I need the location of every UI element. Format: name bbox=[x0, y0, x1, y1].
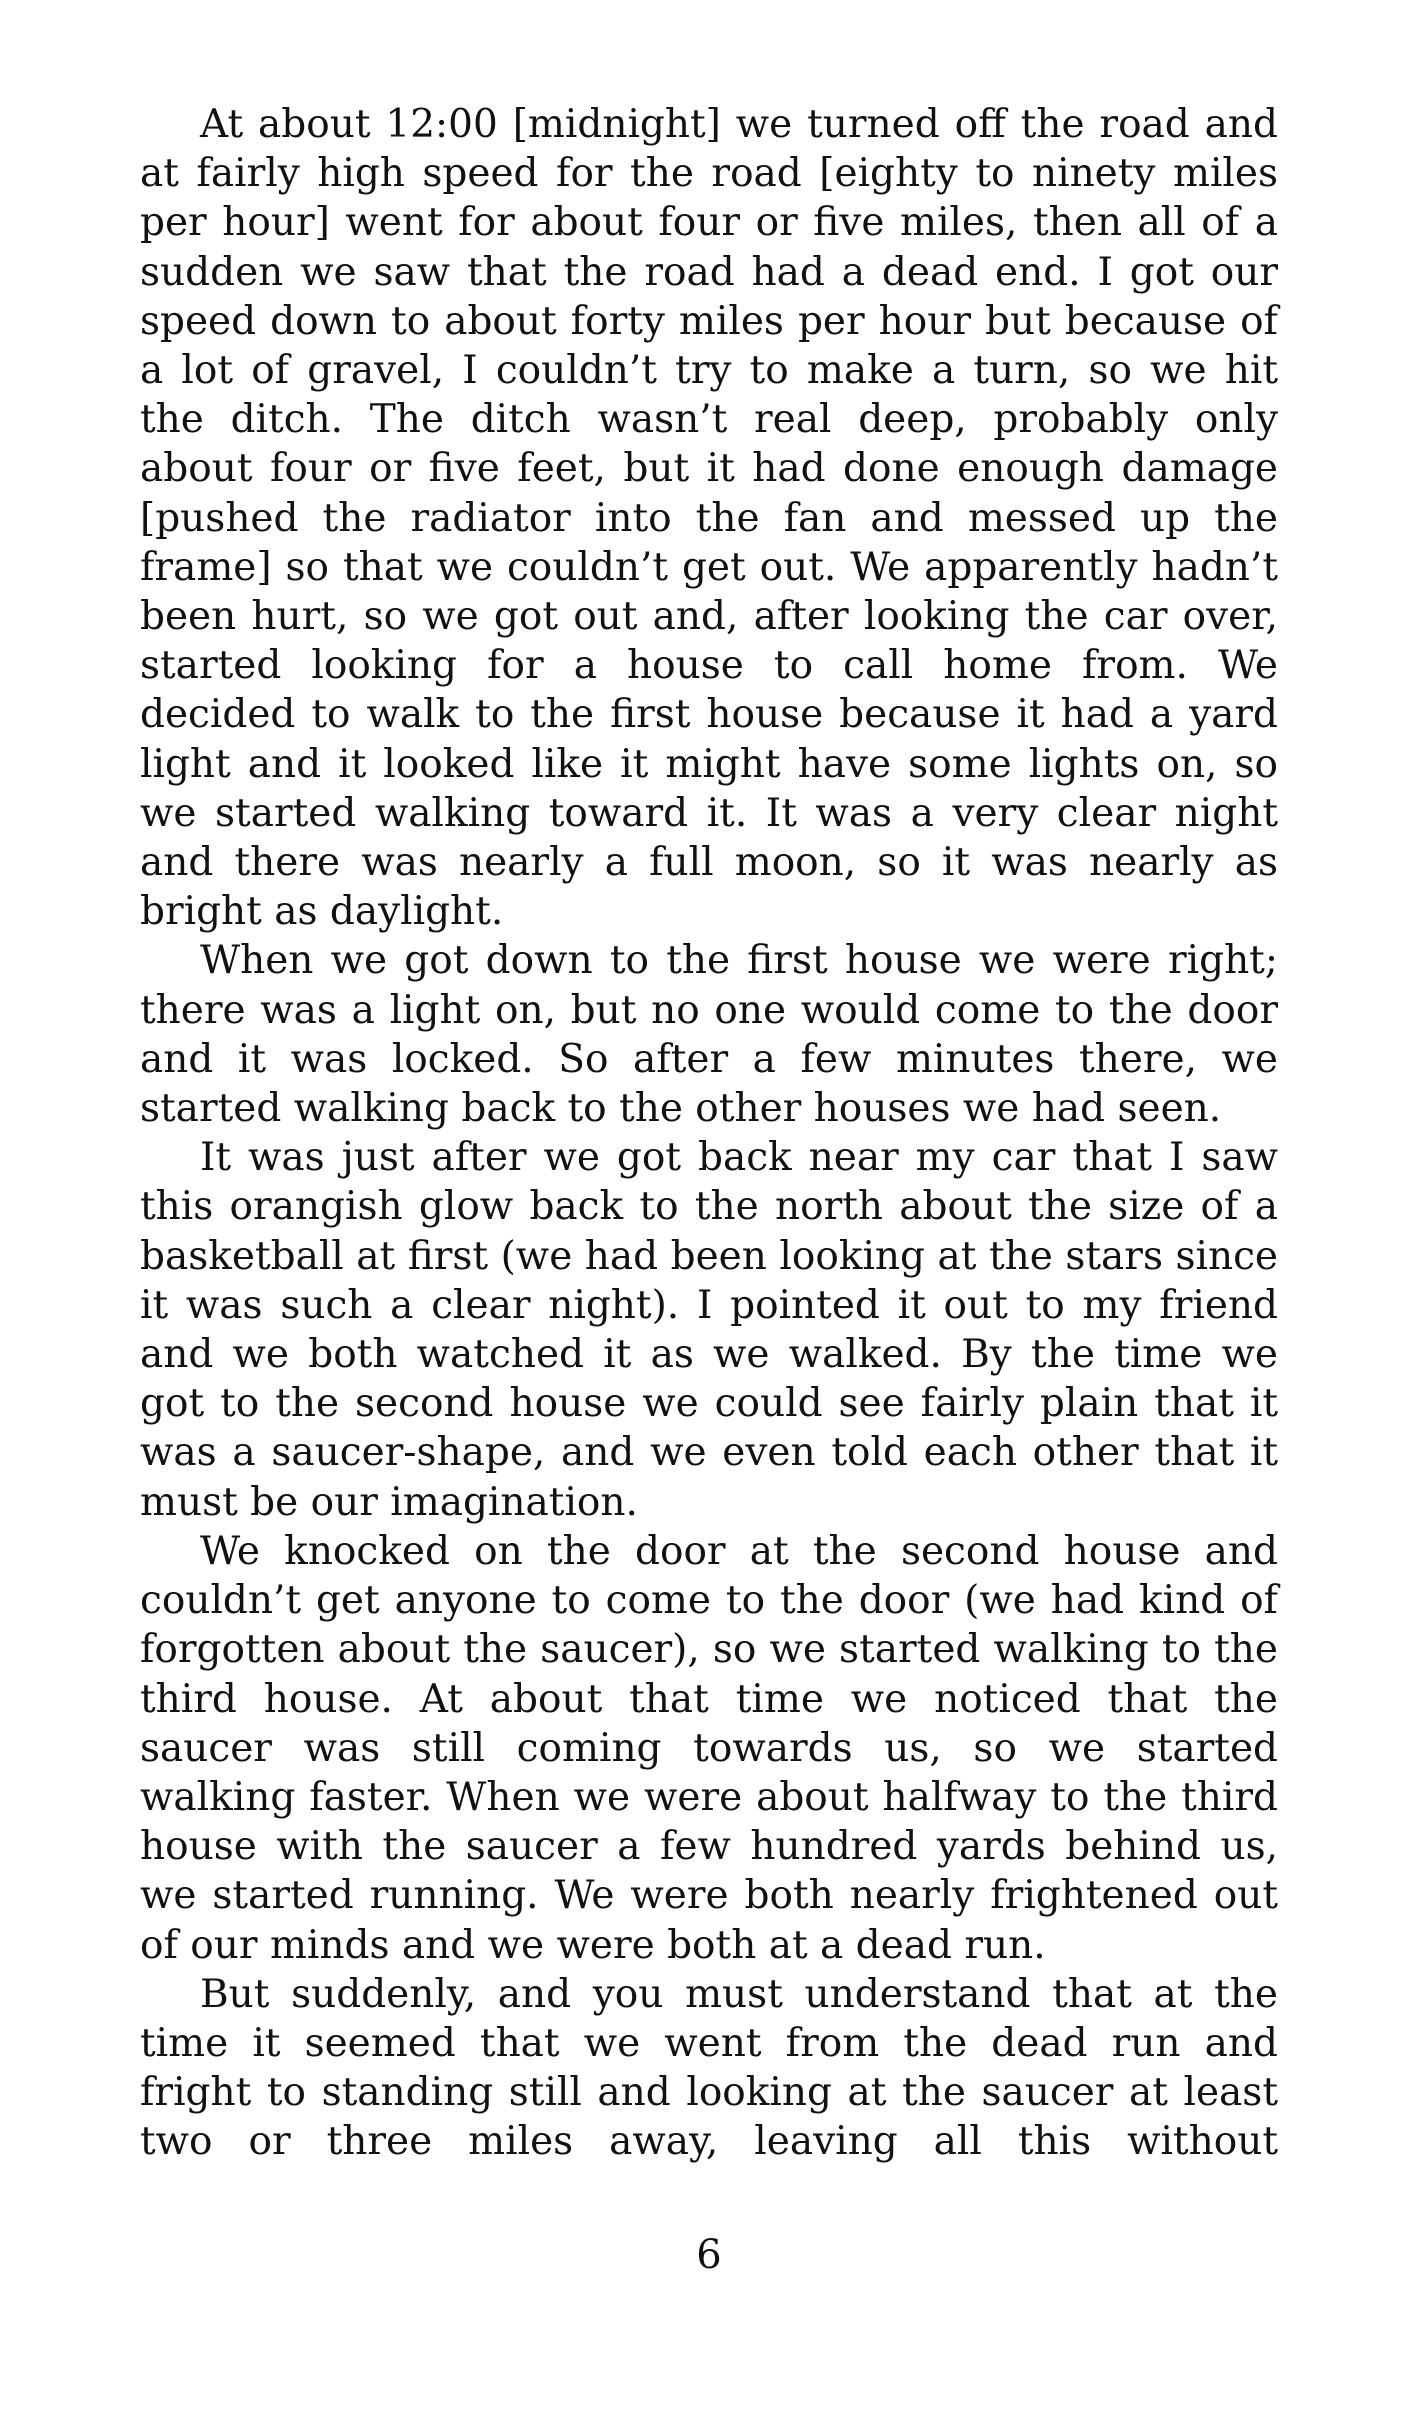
paragraph: When we got down to the first house we were right; there was a light on, but no one would come to the door and it was locked. So after a few minutes there, we started walking back to the other houses we had seen. bbox=[140, 938, 1278, 1132]
paragraph: We knocked on the door at the second house and couldn’t get anyone to come to the door (we had kind of forgotten about the saucer), so we started walking to the third house. At about that time we noticed that the saucer was still coming towards us, so we started walking faster. When we were about halfway to the third house with the saucer a few hundred yards behind us, we started running. We were both nearly frightened out of our minds and we were both at a dead run. bbox=[140, 1528, 1278, 1968]
paragraph: It was just after we got back near my car that I saw this orangish glow back to the north about the size of a basketball at first (we had been looking at the stars since it was such a clear night). I pointed it out to my friend and we both watched it as we walked. By the time we got to the second house we could see fairly plain that it was a saucer-shape, and we even told each other that it must be our imagination. bbox=[140, 1135, 1278, 1525]
body-text bbox=[140, 100, 1278, 2167]
page-number: 6 bbox=[696, 2232, 722, 2278]
paragraph: But suddenly, and you must understand that at the time it seemed that we went from the dead run and fright to standing still and looking at the saucer at least two or three miles away, leaving all this without bbox=[140, 1971, 1278, 2165]
paragraph: At about 12:00 [midnight] we turned off the road and at fairly high speed for the road [eighty to ninety miles per hour] went for about four or five miles, then all of a sudden we saw that the road had a dead end. I got our speed down to about forty miles per hour but because of a lot of gravel, I couldn’t try to make a turn, so we hit the ditch. The ditch wasn’t real deep, probably only about four or five feet, but it had done enough damage [pushed the radiator into the fan and messed up the frame] so that we couldn’t get out. We apparently hadn’t been hurt, so we got out and, after looking the car over, started looking for a house to call home from. We decided to walk to the first house because it had a yard light and it looked like it might have some lights on, so we started walking toward it. It was a very clear night and there was nearly a full moon, so it was nearly as bright as daylight. bbox=[140, 102, 1278, 935]
